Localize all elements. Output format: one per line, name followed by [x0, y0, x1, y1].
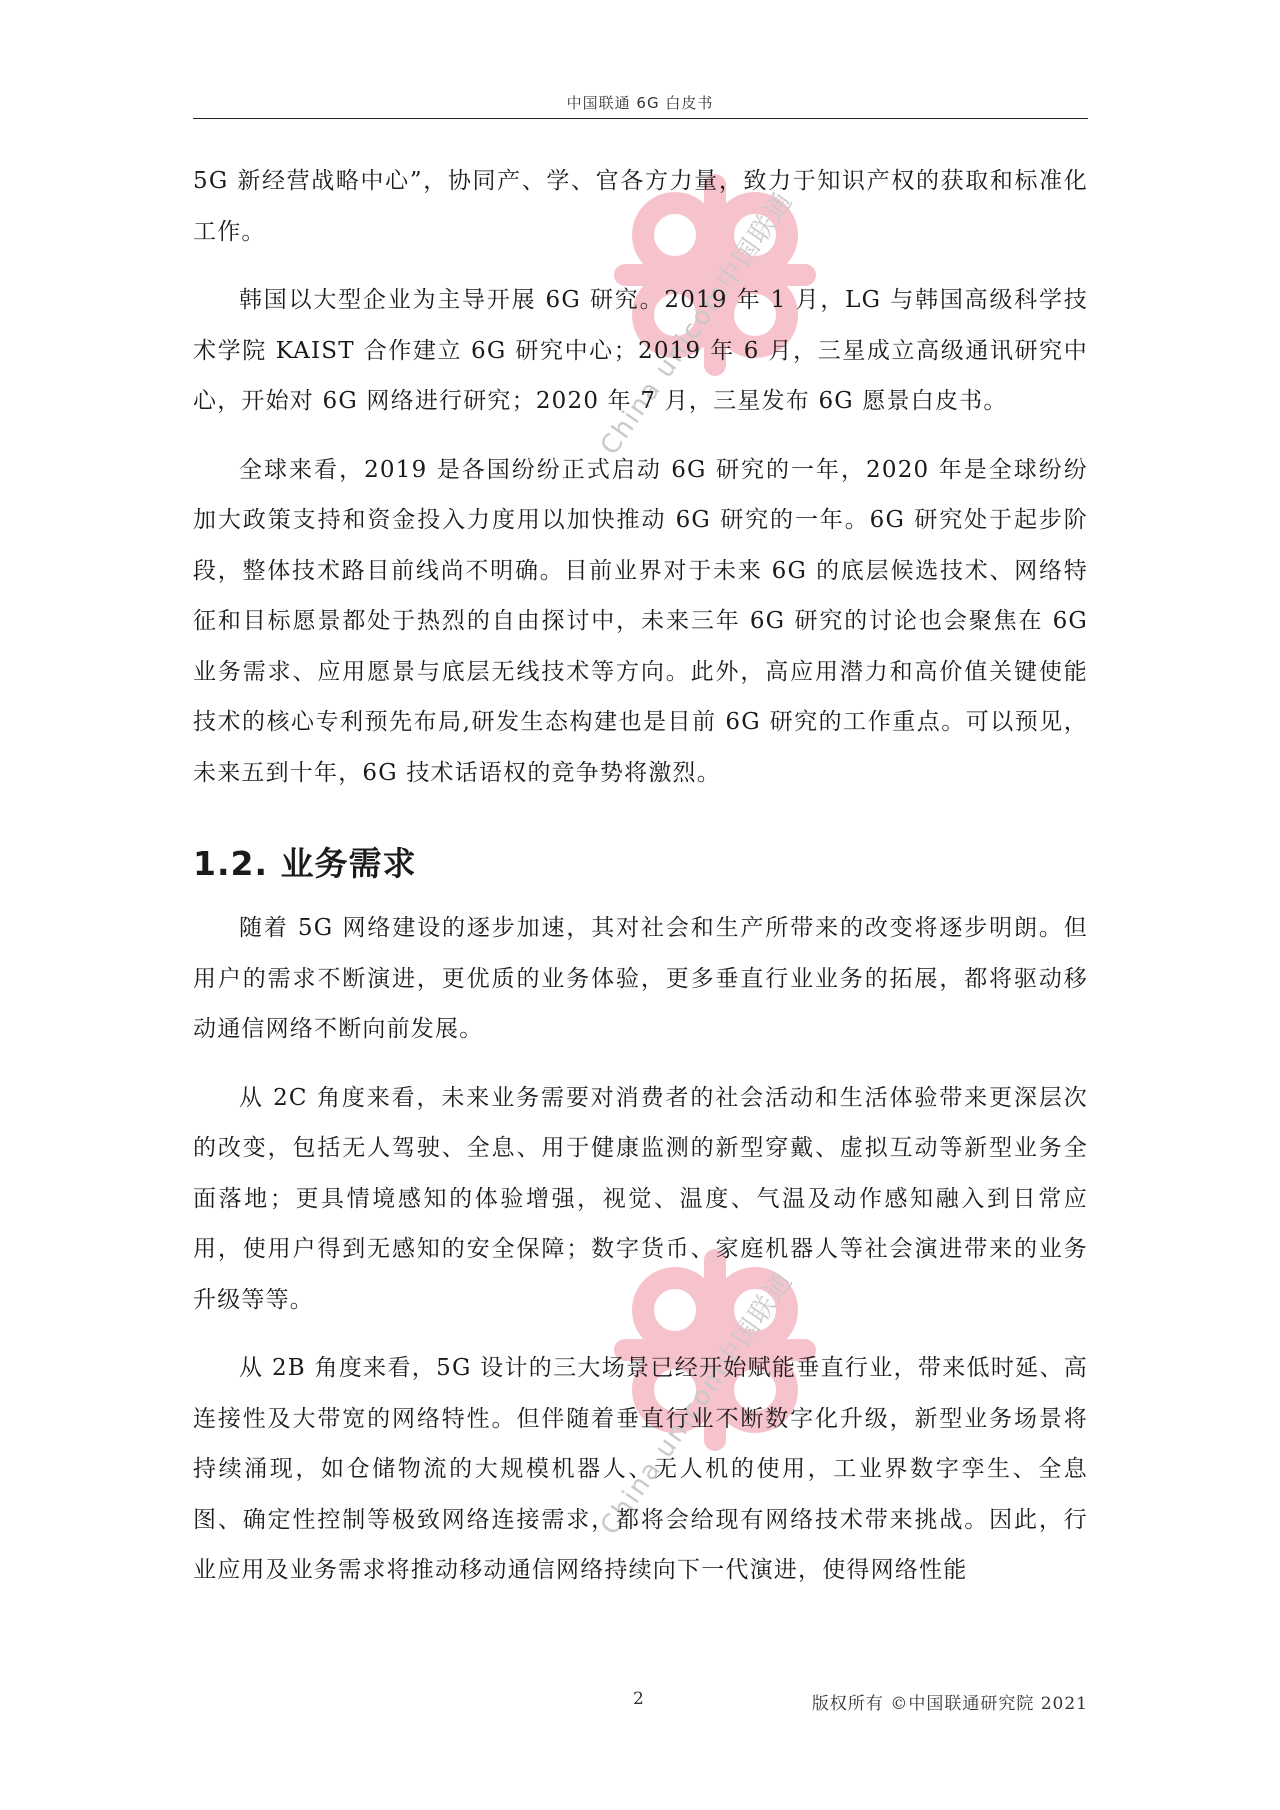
page-header-title: 中国联通 6G 白皮书 [566, 94, 714, 112]
paragraph-continuation: 5G 新经营战略中心”，协同产、学、官各方力量，致力于知识产权的获取和标准化工作。 [193, 168, 1088, 245]
header-rule [193, 118, 1088, 119]
watermark-text: China unicom中国联通 [594, 186, 800, 461]
watermark-text: China unicom中国联通 [594, 1266, 800, 1541]
copyright-notice: 版权所有 ©中国联通研究院 2021 [811, 1694, 1088, 1714]
paragraph-2c-perspective: 从 2C 角度来看，未来业务需要对消费者的社会活动和生活体验带来更深层次的改变，包括无人驾驶、全息、用于健康监测的新型穿戴、虚拟互动等新型业务全面落地；更具情境感知的体验增强，视觉、温度、气温及动作感知融入到日常应用，使用户得到无感知的安全保障；数字货币、家庭机器人等社会演进带来的业务升级等等。 [193, 1084, 1088, 1313]
document-body [193, 156, 1088, 1596]
page-number: 2 [633, 1689, 644, 1709]
paragraph-5g-intro: 随着 5G 网络建设的逐步加速，其对社会和生产所带来的改变将逐步明朗。但用户的需求不断演进，更优质的业务体验，更多垂直行业业务的拓展，都将驱动移动通信网络不断向前发展。 [193, 915, 1088, 1042]
paragraph-global-6g: 全球来看，2019 是各国纷纷正式启动 6G 研究的一年，2020 年是全球纷纷加大政策支持和资金投入力度用以加快推动 6G 研究的一年。6G 研究处于起步阶段，整体技术路目前线尚不明确。目前业界对于未来 6G 的底层候选技术、网络特征和目标愿景都处于热烈的自由探讨中，未来三年 6G 研究的讨论也会聚焦在 6G 业务需求、应用愿景与底层无线技术等方向。此外，高应用潜力和高价值关键使能技术的核心专利预先布局,研发生态构建也是目前 6G 研究的工作重点。可以预见，未来五到十年，6G 技术话语权的竞争势将激烈。 [193, 456, 1088, 786]
paragraph-2b-perspective: 从 2B 角度来看，5G 设计的三大场景已经开始赋能垂直行业，带来低时延、高连接性及大带宽的网络特性。但伴随着垂直行业不断数字化升级，新型业务场景将持续涌现，如仓储物流的大规模机器人、无人机的使用，工业界数字孪生、全息图、确定性控制等极致网络连接需求，都将会给现有网络技术带来挑战。因此，行业应用及业务需求将推动移动通信网络持续向下一代演进，使得网络性能 [193, 1355, 1088, 1583]
paragraph-korea-6g: 韩国以大型企业为主导开展 6G 研究。2019 年 1 月，LG 与韩国高级科学技术学院 KAIST 合作建立 6G 研究中心；2019 年 6 月，三星成立高级通讯研究中心，开始对 6G 网络进行研究；2020 年 7 月，三星发布 6G 愿景白皮书。 [193, 287, 1088, 414]
section-heading: 1.2. 业务需求 [193, 844, 417, 883]
